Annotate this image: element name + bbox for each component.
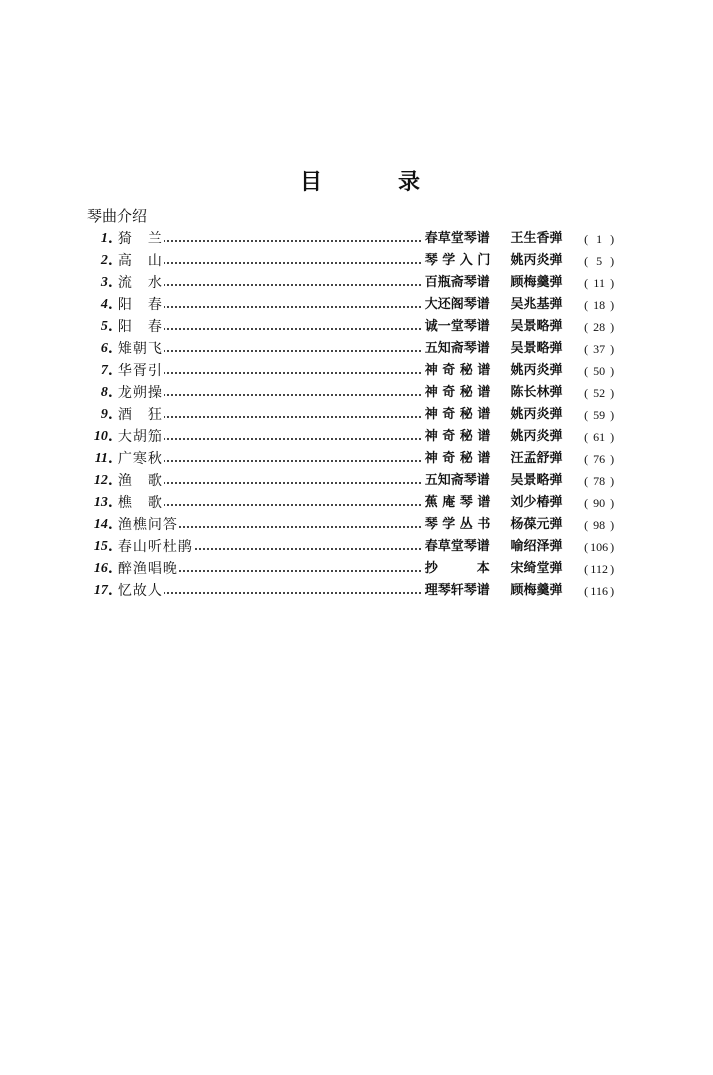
entry-page-number: 50: [593, 364, 606, 378]
entry-number: 5: [100, 319, 108, 334]
entry-page: ( 28 ): [584, 316, 628, 338]
entry-source: 神 奇 秘 谱: [424, 407, 491, 422]
entry-number-dot: .: [107, 363, 113, 379]
entry-page: ( 78 ): [584, 470, 628, 492]
entry-source: 抄 本: [424, 561, 490, 576]
entry-piece: [118, 272, 425, 294]
entry-number: 16: [93, 561, 108, 576]
entry-player: 杨葆元弹: [510, 517, 563, 532]
entry-number: 9: [100, 407, 108, 422]
entry-piece: [118, 580, 425, 602]
entry-page-number: 116: [590, 584, 608, 598]
entry-player: 吴景略弹: [510, 341, 563, 356]
entry-source: 五知斋琴谱: [424, 341, 490, 356]
entry-number: 2: [100, 253, 108, 268]
entry-page-number: 11: [593, 276, 605, 290]
entry-number-dot: .: [107, 275, 113, 291]
entry-number: 7: [100, 363, 108, 378]
entry-player: 顾梅羹弹: [510, 275, 563, 290]
entry-piece-title: 忆故人: [117, 583, 163, 599]
toc-entry: [88, 492, 628, 514]
entry-piece: [118, 250, 425, 272]
entry-page: ( 76 ): [584, 448, 628, 470]
page-title-left-char: 目: [300, 168, 323, 195]
toc-entry: [88, 448, 628, 470]
entry-page: ( 37 ): [584, 338, 628, 360]
entry-source: 神 奇 秘 谱: [424, 451, 491, 466]
entry-piece-title: 流 水: [117, 275, 163, 291]
toc-entry: [88, 338, 628, 360]
toc-entry: [88, 360, 628, 382]
entry-page: ( 112 ): [584, 558, 628, 580]
entry-page-number: 106: [590, 540, 609, 554]
entry-piece: [118, 448, 425, 470]
entry-page: ( 11 ): [584, 272, 628, 294]
entry-page-number: 37: [593, 342, 606, 356]
toc-entry: [88, 580, 628, 602]
entry-player: 姚丙炎弹: [510, 429, 563, 444]
entry-piece: [118, 338, 425, 360]
entry-page-number: 78: [593, 474, 606, 488]
entry-piece-title: 阳 春: [117, 297, 163, 313]
toc-entry: [88, 470, 628, 492]
entry-number-dot: .: [107, 495, 113, 511]
entry-number-dot: .: [107, 517, 113, 533]
entry-piece: [118, 228, 425, 250]
entry-page: ( 5 ): [584, 250, 628, 272]
entry-page: ( 116 ): [584, 580, 628, 602]
entry-piece-title: 华胥引: [117, 363, 163, 379]
entry-number-dot: .: [107, 561, 113, 577]
entry-player: 吴兆基弹: [510, 297, 563, 312]
entry-player: 姚丙炎弹: [510, 407, 563, 422]
entry-number-dot: .: [107, 473, 113, 489]
entry-source: 蕉 庵 琴 谱: [424, 495, 491, 510]
toc-entry: [88, 558, 628, 580]
entry-number: 17: [93, 583, 108, 598]
entry-piece-title: 渔樵问答: [117, 517, 178, 533]
entry-piece: [118, 470, 425, 492]
page-title: [300, 163, 420, 197]
toc-entry: [88, 426, 628, 448]
entry-page-number: 28: [593, 320, 606, 334]
entry-number: 15: [93, 539, 108, 554]
entry-player: 姚丙炎弹: [510, 363, 563, 378]
entry-piece-title: 猗 兰: [117, 231, 163, 247]
entry-player: 刘少椿弹: [510, 495, 563, 510]
entry-player: 吴景略弹: [510, 319, 563, 334]
entry-number: 3: [100, 275, 108, 290]
entry-page: ( 50 ): [584, 360, 628, 382]
toc-entry: [88, 250, 628, 272]
entry-player: 顾梅羹弹: [510, 583, 563, 598]
entry-piece: [118, 316, 425, 338]
entry-player: 陈长林弹: [510, 385, 563, 400]
entry-piece-title: 雉朝飞: [117, 341, 163, 357]
entry-number-dot: .: [107, 253, 113, 269]
entry-piece-title: 龙朔操: [117, 385, 163, 401]
entry-source: 百瓶斋琴谱: [424, 275, 490, 290]
entry-number-dot: .: [107, 451, 113, 467]
entry-player: 王生香弹: [510, 231, 563, 246]
entry-page-number: 61: [593, 430, 606, 444]
entry-source: 琴 学 入 门: [424, 253, 491, 268]
entry-piece: [118, 536, 425, 558]
entry-source: 神 奇 秘 谱: [424, 363, 491, 378]
entry-page-number: 59: [593, 408, 606, 422]
entry-piece: [118, 360, 425, 382]
entry-page: ( 59 ): [584, 404, 628, 426]
entry-piece-title: 春山听杜鹃: [117, 539, 193, 555]
entry-page-number: 98: [593, 518, 606, 532]
toc-entry: [88, 404, 628, 426]
table-of-contents: [88, 228, 628, 602]
entry-page-number: 90: [593, 496, 606, 510]
entry-page: ( 52 ): [584, 382, 628, 404]
entry-page-number: 52: [593, 386, 606, 400]
entry-page: ( 90 ): [584, 492, 628, 514]
toc-entry: [88, 316, 628, 338]
entry-source: 神 奇 秘 谱: [424, 429, 491, 444]
entry-piece-title: 阳 春: [117, 319, 163, 335]
entry-source: 春草堂琴谱: [424, 231, 490, 246]
entry-source: 理琴轩琴谱: [424, 583, 490, 598]
entry-number-dot: .: [107, 297, 113, 313]
entry-number: 12: [93, 473, 108, 488]
entry-piece: [118, 294, 425, 316]
entry-page: ( 61 ): [584, 426, 628, 448]
entry-piece: [118, 492, 425, 514]
entry-source: 五知斋琴谱: [424, 473, 490, 488]
toc-entry: [88, 228, 628, 250]
entry-page-number: 112: [590, 562, 608, 576]
page-title-right-char: 录: [397, 168, 420, 195]
entry-piece: [118, 558, 425, 580]
entry-source: 诚一堂琴谱: [424, 319, 490, 334]
entry-player: 喻绍泽弹: [510, 539, 563, 554]
section-heading: 琴曲介绍: [87, 207, 148, 225]
toc-entry: [88, 272, 628, 294]
entry-number: 13: [93, 495, 108, 510]
entry-number: 10: [93, 429, 108, 444]
entry-source: 大还阁琴谱: [424, 297, 490, 312]
entry-page-number: 1: [596, 232, 603, 246]
entry-number: 6: [100, 341, 108, 356]
entry-source: 琴 学 丛 书: [424, 517, 491, 532]
toc-entry: [88, 536, 628, 558]
entry-number-dot: .: [107, 583, 113, 599]
entry-number-dot: .: [107, 385, 113, 401]
entry-number: 8: [100, 385, 108, 400]
entry-page-number: 18: [593, 298, 606, 312]
entry-number: 14: [93, 517, 108, 532]
entry-player: 姚丙炎弹: [510, 253, 563, 268]
entry-number: 11: [94, 451, 108, 466]
entry-number-dot: .: [107, 341, 113, 357]
entry-page: ( 1 ): [584, 228, 628, 250]
entry-number: 4: [100, 297, 108, 312]
toc-entry: [88, 514, 628, 536]
entry-piece-title: 酒 狂: [117, 407, 163, 423]
entry-player: 汪孟舒弹: [510, 451, 563, 466]
entry-number-dot: .: [107, 319, 113, 335]
entry-player: 吴景略弹: [510, 473, 563, 488]
toc-entry: [88, 294, 628, 316]
entry-page-number: 5: [596, 254, 603, 268]
entry-number: 1: [100, 231, 108, 246]
entry-piece-title: 高 山: [117, 253, 163, 269]
entry-page-number: 76: [593, 452, 606, 466]
entry-number-dot: .: [107, 539, 113, 555]
entry-piece-title: 大胡笳: [117, 429, 163, 445]
entry-source: 春草堂琴谱: [424, 539, 490, 554]
entry-piece: [118, 514, 425, 536]
entry-number-dot: .: [107, 407, 113, 423]
entry-piece-title: 广寒秋: [117, 451, 163, 467]
entry-piece: [118, 404, 425, 426]
entry-player: 宋绮堂弹: [510, 561, 563, 576]
entry-piece-title: 渔 歌: [117, 473, 163, 489]
toc-entry: [88, 382, 628, 404]
entry-number-dot: .: [107, 231, 113, 247]
entry-piece-title: 醉渔唱晚: [117, 561, 178, 577]
entry-source: 神 奇 秘 谱: [424, 385, 491, 400]
entry-page: ( 106 ): [584, 536, 628, 558]
entry-page: ( 98 ): [584, 514, 628, 536]
entry-page: ( 18 ): [584, 294, 628, 316]
entry-piece-title: 樵 歌: [117, 495, 163, 511]
entry-piece: [118, 426, 425, 448]
entry-number-dot: .: [107, 429, 113, 445]
entry-piece: [118, 382, 425, 404]
